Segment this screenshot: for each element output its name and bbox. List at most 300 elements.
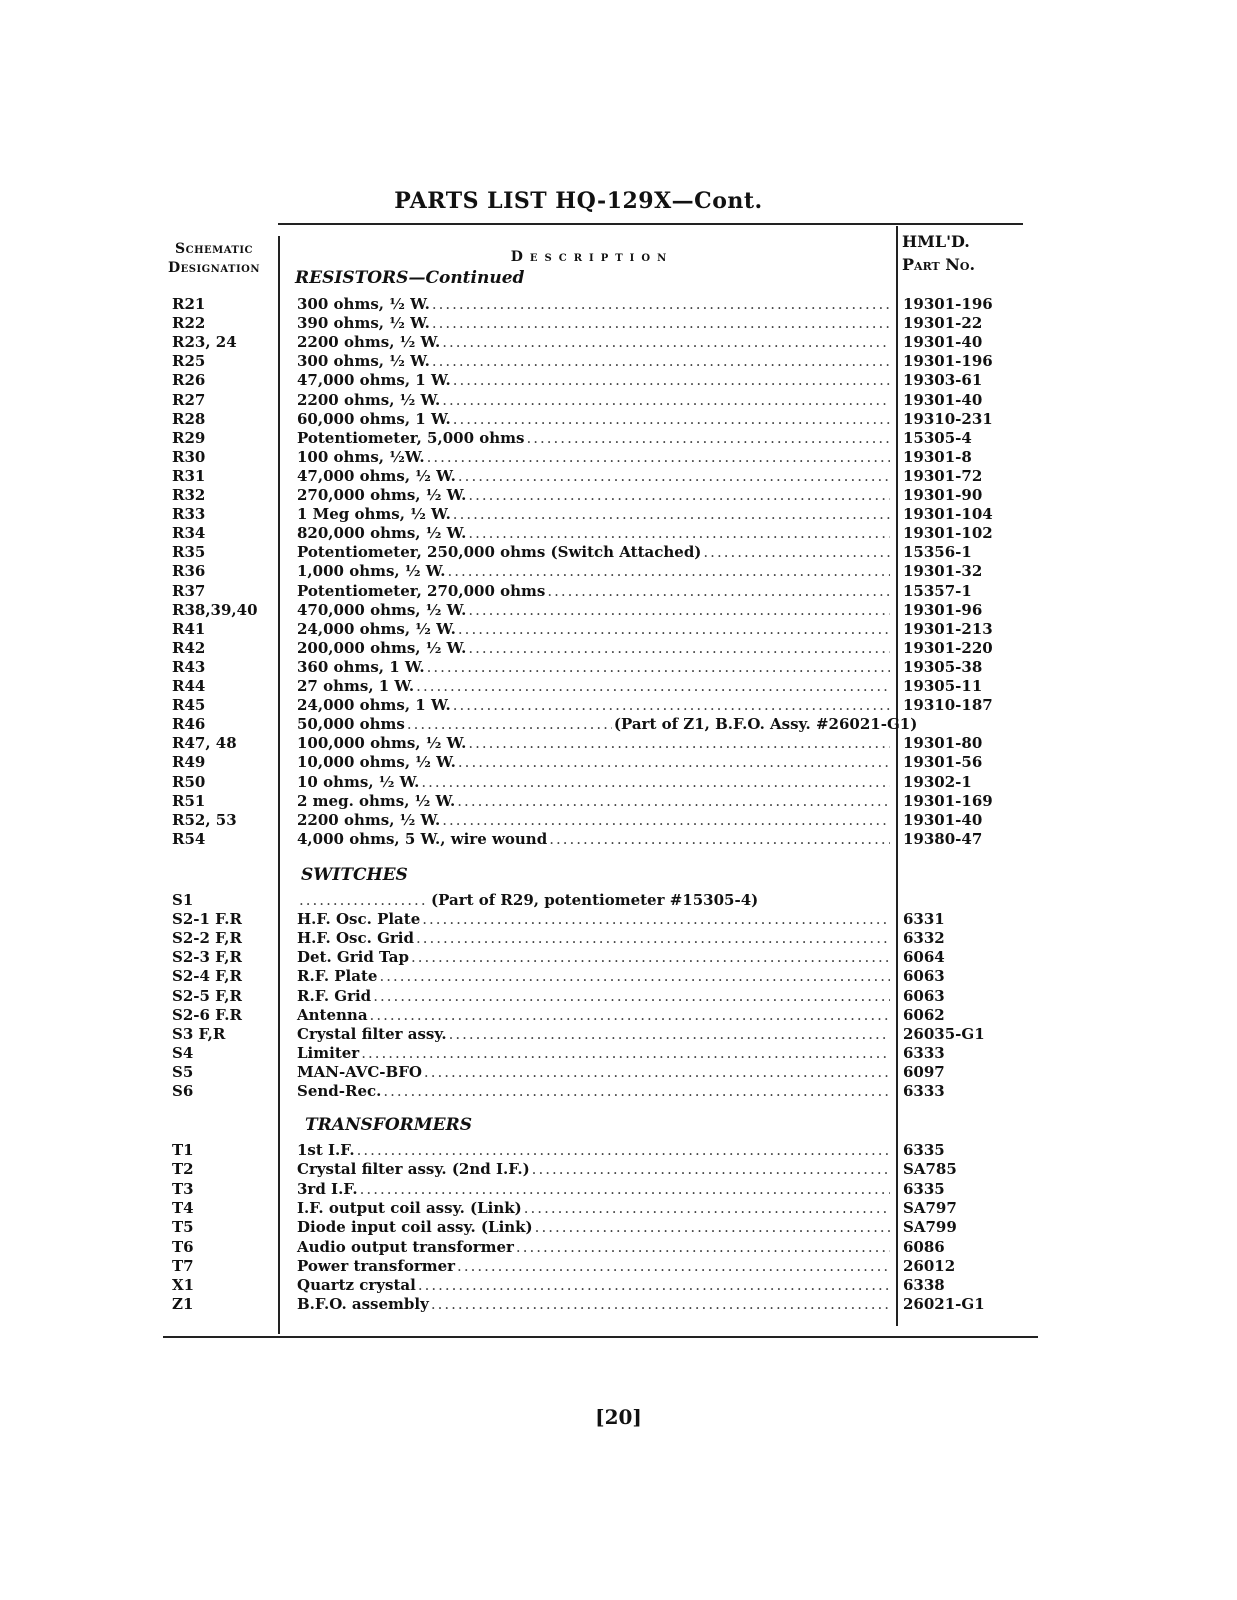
part-description	[297, 1006, 892, 1024]
description-text: MAN-AVC-BFO	[297, 1062, 422, 1081]
dot-leader	[453, 696, 890, 714]
part-description	[297, 1044, 892, 1062]
dot-leader	[468, 601, 890, 619]
description-text: Diode input coil assy. (Link)	[297, 1218, 533, 1237]
description-text: 2200 ohms, ½ W.	[297, 333, 441, 352]
dot-leader	[411, 948, 890, 966]
part-description	[297, 314, 892, 332]
dot-leader	[432, 314, 890, 332]
part-number: 19301-96	[903, 600, 983, 619]
description-text: 2200 ohms, ½ W.	[297, 810, 441, 829]
description-text: 10 ohms, ½ W.	[297, 772, 420, 791]
description-note: (Part of Z1, B.F.O. Assy. #26021-G1)	[613, 715, 918, 734]
part-description	[297, 1063, 892, 1081]
schematic-designation: S5	[172, 1062, 194, 1081]
dot-leader	[379, 967, 890, 985]
table-row	[0, 1025, 1237, 1044]
table-row	[0, 1160, 1237, 1179]
schematic-designation: T2	[172, 1160, 194, 1179]
table-row	[0, 601, 1237, 620]
schematic-designation: S2-3 F,R	[172, 948, 242, 967]
table-row	[0, 505, 1237, 524]
part-description	[297, 1180, 892, 1198]
part-number: 26012	[903, 1256, 956, 1275]
part-number: 6333	[903, 1043, 945, 1062]
part-description	[297, 696, 892, 714]
table-row	[0, 696, 1237, 715]
part-description	[297, 1199, 892, 1217]
description-note: (Part of R29, potentiometer #15305-4)	[431, 891, 759, 909]
schematic-designation: R28	[172, 409, 206, 428]
part-number: 15356-1	[903, 543, 972, 562]
designation-header	[152, 240, 276, 278]
part-description	[297, 910, 892, 928]
dot-leader	[526, 429, 890, 447]
description-text: 47,000 ohms, 1 W.	[297, 371, 451, 390]
part-description	[297, 1141, 892, 1159]
schematic-designation: R23, 24	[172, 333, 237, 352]
part-number-header-line2: Part No.	[902, 255, 976, 274]
dot-leader	[299, 891, 429, 909]
dot-leader	[442, 333, 890, 351]
dot-leader	[468, 486, 890, 504]
part-description	[297, 658, 892, 676]
table-row	[0, 524, 1237, 543]
dot-leader	[431, 1295, 890, 1313]
schematic-designation: T1	[172, 1141, 194, 1159]
dot-leader	[449, 1025, 890, 1043]
dot-leader	[703, 543, 890, 561]
description-text: Potentiometer, 270,000 ohms	[297, 581, 546, 600]
description-text: 470,000 ohms, ½ W.	[297, 600, 467, 619]
description-text: 10,000 ohms, ½ W.	[297, 753, 456, 772]
schematic-designation: R51	[172, 791, 206, 810]
description-text: Quartz crystal	[297, 1276, 416, 1295]
section-switches: SWITCHES	[301, 865, 408, 885]
schematic-designation: R27	[172, 390, 206, 409]
table-row	[0, 1006, 1237, 1025]
dot-leader	[547, 582, 890, 600]
part-description	[297, 929, 892, 947]
table-row	[0, 1082, 1237, 1101]
table-row	[0, 1199, 1237, 1218]
part-description	[297, 1295, 892, 1313]
part-description	[297, 352, 892, 370]
table-row	[0, 967, 1237, 986]
schematic-designation: R50	[172, 772, 206, 791]
dot-leader	[422, 910, 890, 928]
dot-leader	[432, 352, 890, 370]
part-number: 6086	[903, 1237, 945, 1256]
part-number: 19301-102	[903, 524, 993, 543]
dot-leader	[453, 371, 890, 389]
part-description	[297, 410, 892, 428]
part-description	[297, 811, 892, 829]
part-description	[297, 562, 892, 580]
part-description	[297, 1082, 892, 1100]
page-title: PARTS LIST HQ-129X—Cont.	[394, 188, 763, 214]
part-number: 19301-90	[903, 486, 983, 504]
description-text: 24,000 ohms, ½ W.	[297, 619, 456, 638]
part-description	[297, 734, 892, 752]
description-text: 820,000 ohms, ½ W.	[297, 524, 467, 543]
designation-header-line2: Designation	[167, 260, 261, 276]
part-number: 19301-40	[903, 390, 983, 409]
dot-leader	[468, 524, 890, 542]
schematic-designation: T5	[172, 1218, 194, 1237]
part-number: 26021-G1	[903, 1295, 985, 1314]
dot-leader	[432, 295, 890, 313]
table-row	[0, 677, 1237, 696]
part-description	[297, 333, 892, 351]
dot-leader	[447, 562, 890, 580]
dot-leader	[453, 505, 890, 523]
description-text: 200,000 ohms, ½ W.	[297, 638, 467, 657]
table-row	[0, 1257, 1237, 1276]
part-number: 19301-32	[903, 562, 983, 581]
page-number: [20]	[595, 1405, 642, 1429]
part-number: 19310-231	[903, 409, 993, 428]
schematic-designation: Z1	[172, 1295, 194, 1314]
dot-leader	[442, 811, 890, 829]
part-number: 19301-72	[903, 466, 983, 485]
table-row	[0, 830, 1237, 849]
table-row	[0, 734, 1237, 753]
table-row	[0, 620, 1237, 639]
dot-leader	[418, 1276, 890, 1294]
dot-leader	[458, 620, 890, 638]
part-description	[297, 429, 892, 447]
part-description	[297, 371, 892, 389]
table-row	[0, 929, 1237, 948]
description-text: 1,000 ohms, ½ W.	[297, 562, 446, 581]
description-text: 47,000 ohms, ½ W.	[297, 466, 456, 485]
table-row	[0, 987, 1237, 1006]
dot-leader	[453, 410, 890, 428]
table-row	[0, 467, 1237, 486]
description-text: I.F. output coil assy. (Link)	[297, 1198, 522, 1217]
dot-leader	[424, 1063, 890, 1081]
description-text: 1st I.F.	[297, 1141, 355, 1159]
part-description	[297, 1218, 892, 1236]
part-number: 19301-8	[903, 447, 972, 466]
description-text: H.F. Osc. Plate	[297, 910, 421, 929]
schematic-designation: R37	[172, 581, 206, 600]
description-text: 2200 ohms, ½ W.	[297, 390, 441, 409]
part-description	[297, 677, 892, 695]
schematic-designation: R26	[172, 371, 206, 390]
part-number: 19380-47	[903, 829, 983, 848]
table-row	[0, 715, 1237, 734]
table-row	[0, 543, 1237, 562]
part-description	[297, 967, 892, 985]
part-description	[297, 524, 892, 542]
part-number: 6332	[903, 929, 945, 948]
part-description	[297, 505, 892, 523]
schematic-designation: R30	[172, 447, 206, 466]
part-number: 6331	[903, 910, 945, 929]
schematic-designation: R29	[172, 428, 206, 447]
table-row	[0, 352, 1237, 371]
part-description	[297, 792, 892, 810]
part-number: 6063	[903, 986, 945, 1005]
schematic-designation: S2-2 F,R	[172, 929, 242, 948]
part-number: SA785	[903, 1160, 957, 1179]
part-number: 19301-196	[903, 295, 993, 313]
table-row	[0, 1218, 1237, 1237]
dot-leader	[361, 1044, 890, 1062]
description-text: Crystal filter assy.	[297, 1024, 447, 1043]
schematic-designation: R22	[172, 314, 206, 333]
part-description	[297, 448, 892, 466]
schematic-designation: R41	[172, 619, 206, 638]
table-row	[0, 753, 1237, 772]
description-text: 60,000 ohms, 1 W.	[297, 409, 451, 428]
dot-leader	[360, 1180, 890, 1198]
schematic-designation: T4	[172, 1198, 194, 1217]
schematic-designation: R52, 53	[172, 810, 237, 829]
schematic-designation: X1	[172, 1276, 195, 1295]
part-number: 19305-38	[903, 657, 983, 676]
part-description	[297, 582, 892, 600]
table-row	[0, 562, 1237, 581]
part-number: 6335	[903, 1179, 945, 1198]
schematic-designation: R42	[172, 638, 206, 657]
part-description	[297, 987, 892, 1005]
schematic-designation: R38,39,40	[172, 600, 258, 619]
dot-leader	[407, 715, 612, 733]
description-text: Power transformer	[297, 1256, 456, 1275]
part-number: 19303-61	[903, 371, 983, 390]
part-description	[297, 467, 892, 485]
dot-leader	[427, 658, 890, 676]
dot-leader	[458, 467, 890, 485]
part-number: 6335	[903, 1141, 945, 1159]
description-text: 4,000 ohms, 5 W., wire wound	[297, 829, 548, 848]
part-description	[297, 1238, 892, 1256]
part-number: 26035-G1	[903, 1024, 985, 1043]
table-row	[0, 1295, 1237, 1314]
schematic-designation: S6	[172, 1082, 194, 1100]
part-description	[297, 1160, 892, 1178]
description-text: Audio output transformer	[297, 1237, 514, 1256]
table-row	[0, 410, 1237, 429]
part-number: 19301-80	[903, 734, 983, 753]
schematic-designation: S4	[172, 1043, 194, 1062]
part-number: 19302-1	[903, 772, 972, 791]
header-top-rule	[278, 223, 1023, 225]
part-description	[297, 620, 892, 638]
schematic-designation: R32	[172, 486, 206, 504]
schematic-designation: R45	[172, 696, 206, 715]
table-row	[0, 333, 1237, 352]
table-bottom-rule	[163, 1336, 1038, 1338]
table-row	[0, 1141, 1237, 1160]
table-row	[0, 792, 1237, 811]
schematic-designation: T6	[172, 1237, 194, 1256]
part-description	[297, 391, 892, 409]
part-number: 15305-4	[903, 428, 972, 447]
description-text: 50,000 ohms	[297, 715, 405, 734]
designation-header-line1: Schematic	[175, 241, 253, 257]
part-description	[297, 601, 892, 619]
part-number: SA799	[903, 1218, 957, 1237]
part-description	[297, 295, 892, 313]
schematic-designation: R25	[172, 352, 206, 371]
schematic-designation: S2-6 F.R	[172, 1005, 242, 1024]
part-number: 19301-40	[903, 810, 983, 829]
table-row	[0, 948, 1237, 967]
table-row	[0, 1044, 1237, 1063]
description-text: 2 meg. ohms, ½ W.	[297, 791, 456, 810]
part-number: 6063	[903, 967, 945, 986]
part-description	[297, 948, 892, 966]
part-number: 19310-187	[903, 696, 993, 715]
schematic-designation: T3	[172, 1179, 194, 1198]
description-text: 390 ohms, ½ W.	[297, 314, 430, 333]
dot-leader	[357, 1141, 890, 1159]
description-text: Limiter	[297, 1043, 360, 1062]
table-row	[0, 391, 1237, 410]
part-number: 6097	[903, 1062, 945, 1081]
description-header: Description	[510, 249, 674, 265]
part-description	[297, 891, 892, 909]
schematic-designation: R34	[172, 524, 206, 543]
table-row	[0, 658, 1237, 677]
part-number: 19301-40	[903, 333, 983, 352]
description-text: Send-Rec.	[297, 1082, 382, 1100]
description-text: 300 ohms, ½ W.	[297, 295, 430, 313]
part-number-header-line1: HML'D.	[902, 232, 970, 251]
dot-leader	[370, 1006, 890, 1024]
section-transformers: TRANSFORMERS	[305, 1115, 472, 1135]
part-description	[297, 1257, 892, 1275]
schematic-designation: S2-5 F,R	[172, 986, 242, 1005]
description-text: 100,000 ohms, ½ W.	[297, 734, 467, 753]
schematic-designation: R31	[172, 466, 206, 485]
description-text: Crystal filter assy. (2nd I.F.)	[297, 1160, 530, 1179]
table-row	[0, 295, 1237, 314]
schematic-designation: R49	[172, 753, 206, 772]
part-number: 19301-213	[903, 619, 993, 638]
schematic-designation: R33	[172, 505, 206, 524]
part-number: 19305-11	[903, 677, 983, 695]
part-number-header	[902, 230, 1012, 276]
description-text: 27 ohms, 1 W.	[297, 677, 415, 695]
part-number: 15357-1	[903, 581, 972, 600]
dot-leader	[373, 987, 890, 1005]
table-row	[0, 371, 1237, 390]
dot-leader	[458, 753, 890, 771]
schematic-designation: T7	[172, 1256, 194, 1275]
schematic-designation: R47, 48	[172, 734, 237, 753]
part-description	[297, 715, 918, 734]
description-text: H.F. Osc. Grid	[297, 929, 414, 948]
table-row	[0, 910, 1237, 929]
table-row	[0, 1180, 1237, 1199]
table-row	[0, 429, 1237, 448]
part-number: 6064	[903, 948, 945, 967]
dot-leader	[457, 792, 890, 810]
part-number: 19301-104	[903, 505, 993, 524]
dot-leader	[468, 639, 890, 657]
dot-leader	[516, 1238, 890, 1256]
description-text: R.F. Grid	[297, 986, 372, 1005]
part-description	[297, 830, 892, 848]
part-description	[297, 486, 892, 504]
description-text: 270,000 ohms, ½ W.	[297, 486, 467, 504]
schematic-designation: S1	[172, 891, 194, 909]
table-row	[0, 314, 1237, 333]
schematic-designation: R46	[172, 715, 206, 734]
table-row	[0, 1276, 1237, 1295]
table-row	[0, 486, 1237, 505]
dot-leader	[421, 773, 890, 791]
part-number: SA797	[903, 1198, 957, 1217]
description-text: Det. Grid Tap	[297, 948, 409, 967]
part-number: 6333	[903, 1082, 945, 1100]
description-text: 24,000 ohms, 1 W.	[297, 696, 451, 715]
description-text: Antenna	[297, 1005, 368, 1024]
table-row	[0, 639, 1237, 658]
part-number: 19301-169	[903, 791, 993, 810]
table-row	[0, 811, 1237, 830]
dot-leader	[457, 1257, 890, 1275]
schematic-designation: S2-4 F,R	[172, 967, 242, 986]
schematic-designation: S3 F,R	[172, 1024, 226, 1043]
part-number: 6338	[903, 1276, 945, 1295]
part-description	[297, 639, 892, 657]
table-row	[0, 448, 1237, 467]
description-text: 1 Meg ohms, ½ W.	[297, 505, 451, 524]
table-row	[0, 1063, 1237, 1082]
dot-leader	[416, 929, 890, 947]
description-text: Potentiometer, 5,000 ohms	[297, 428, 525, 447]
schematic-designation: R43	[172, 657, 206, 676]
dot-leader	[524, 1199, 890, 1217]
part-number: 6062	[903, 1005, 945, 1024]
description-text: B.F.O. assembly	[297, 1295, 429, 1314]
section-resistors: RESISTORS—Continued	[295, 268, 525, 288]
table-row	[0, 1238, 1237, 1257]
description-text: R.F. Plate	[297, 967, 378, 986]
schematic-designation: R21	[172, 295, 206, 313]
dot-leader	[532, 1160, 890, 1178]
dot-leader	[535, 1218, 890, 1236]
part-number: 19301-220	[903, 638, 993, 657]
schematic-designation: R35	[172, 543, 206, 562]
table-row	[0, 582, 1237, 601]
part-description	[297, 773, 892, 791]
table-row	[0, 773, 1237, 792]
dot-leader	[427, 448, 890, 466]
table-row	[0, 891, 1237, 910]
dot-leader	[383, 1082, 890, 1100]
dot-leader	[549, 830, 890, 848]
description-text: 100 ohms, ½W.	[297, 447, 425, 466]
description-text: Potentiometer, 250,000 ohms (Switch Attached)	[297, 543, 702, 562]
part-number: 19301-196	[903, 352, 993, 371]
part-description	[297, 1276, 892, 1294]
part-number: 19301-22	[903, 314, 983, 333]
schematic-designation: R44	[172, 677, 206, 695]
description-text: 300 ohms, ½ W.	[297, 352, 430, 371]
dot-leader	[416, 677, 890, 695]
description-text: 3rd I.F.	[297, 1179, 358, 1198]
part-description	[297, 543, 892, 561]
schematic-designation: R54	[172, 829, 206, 848]
part-number: 19301-56	[903, 753, 983, 772]
